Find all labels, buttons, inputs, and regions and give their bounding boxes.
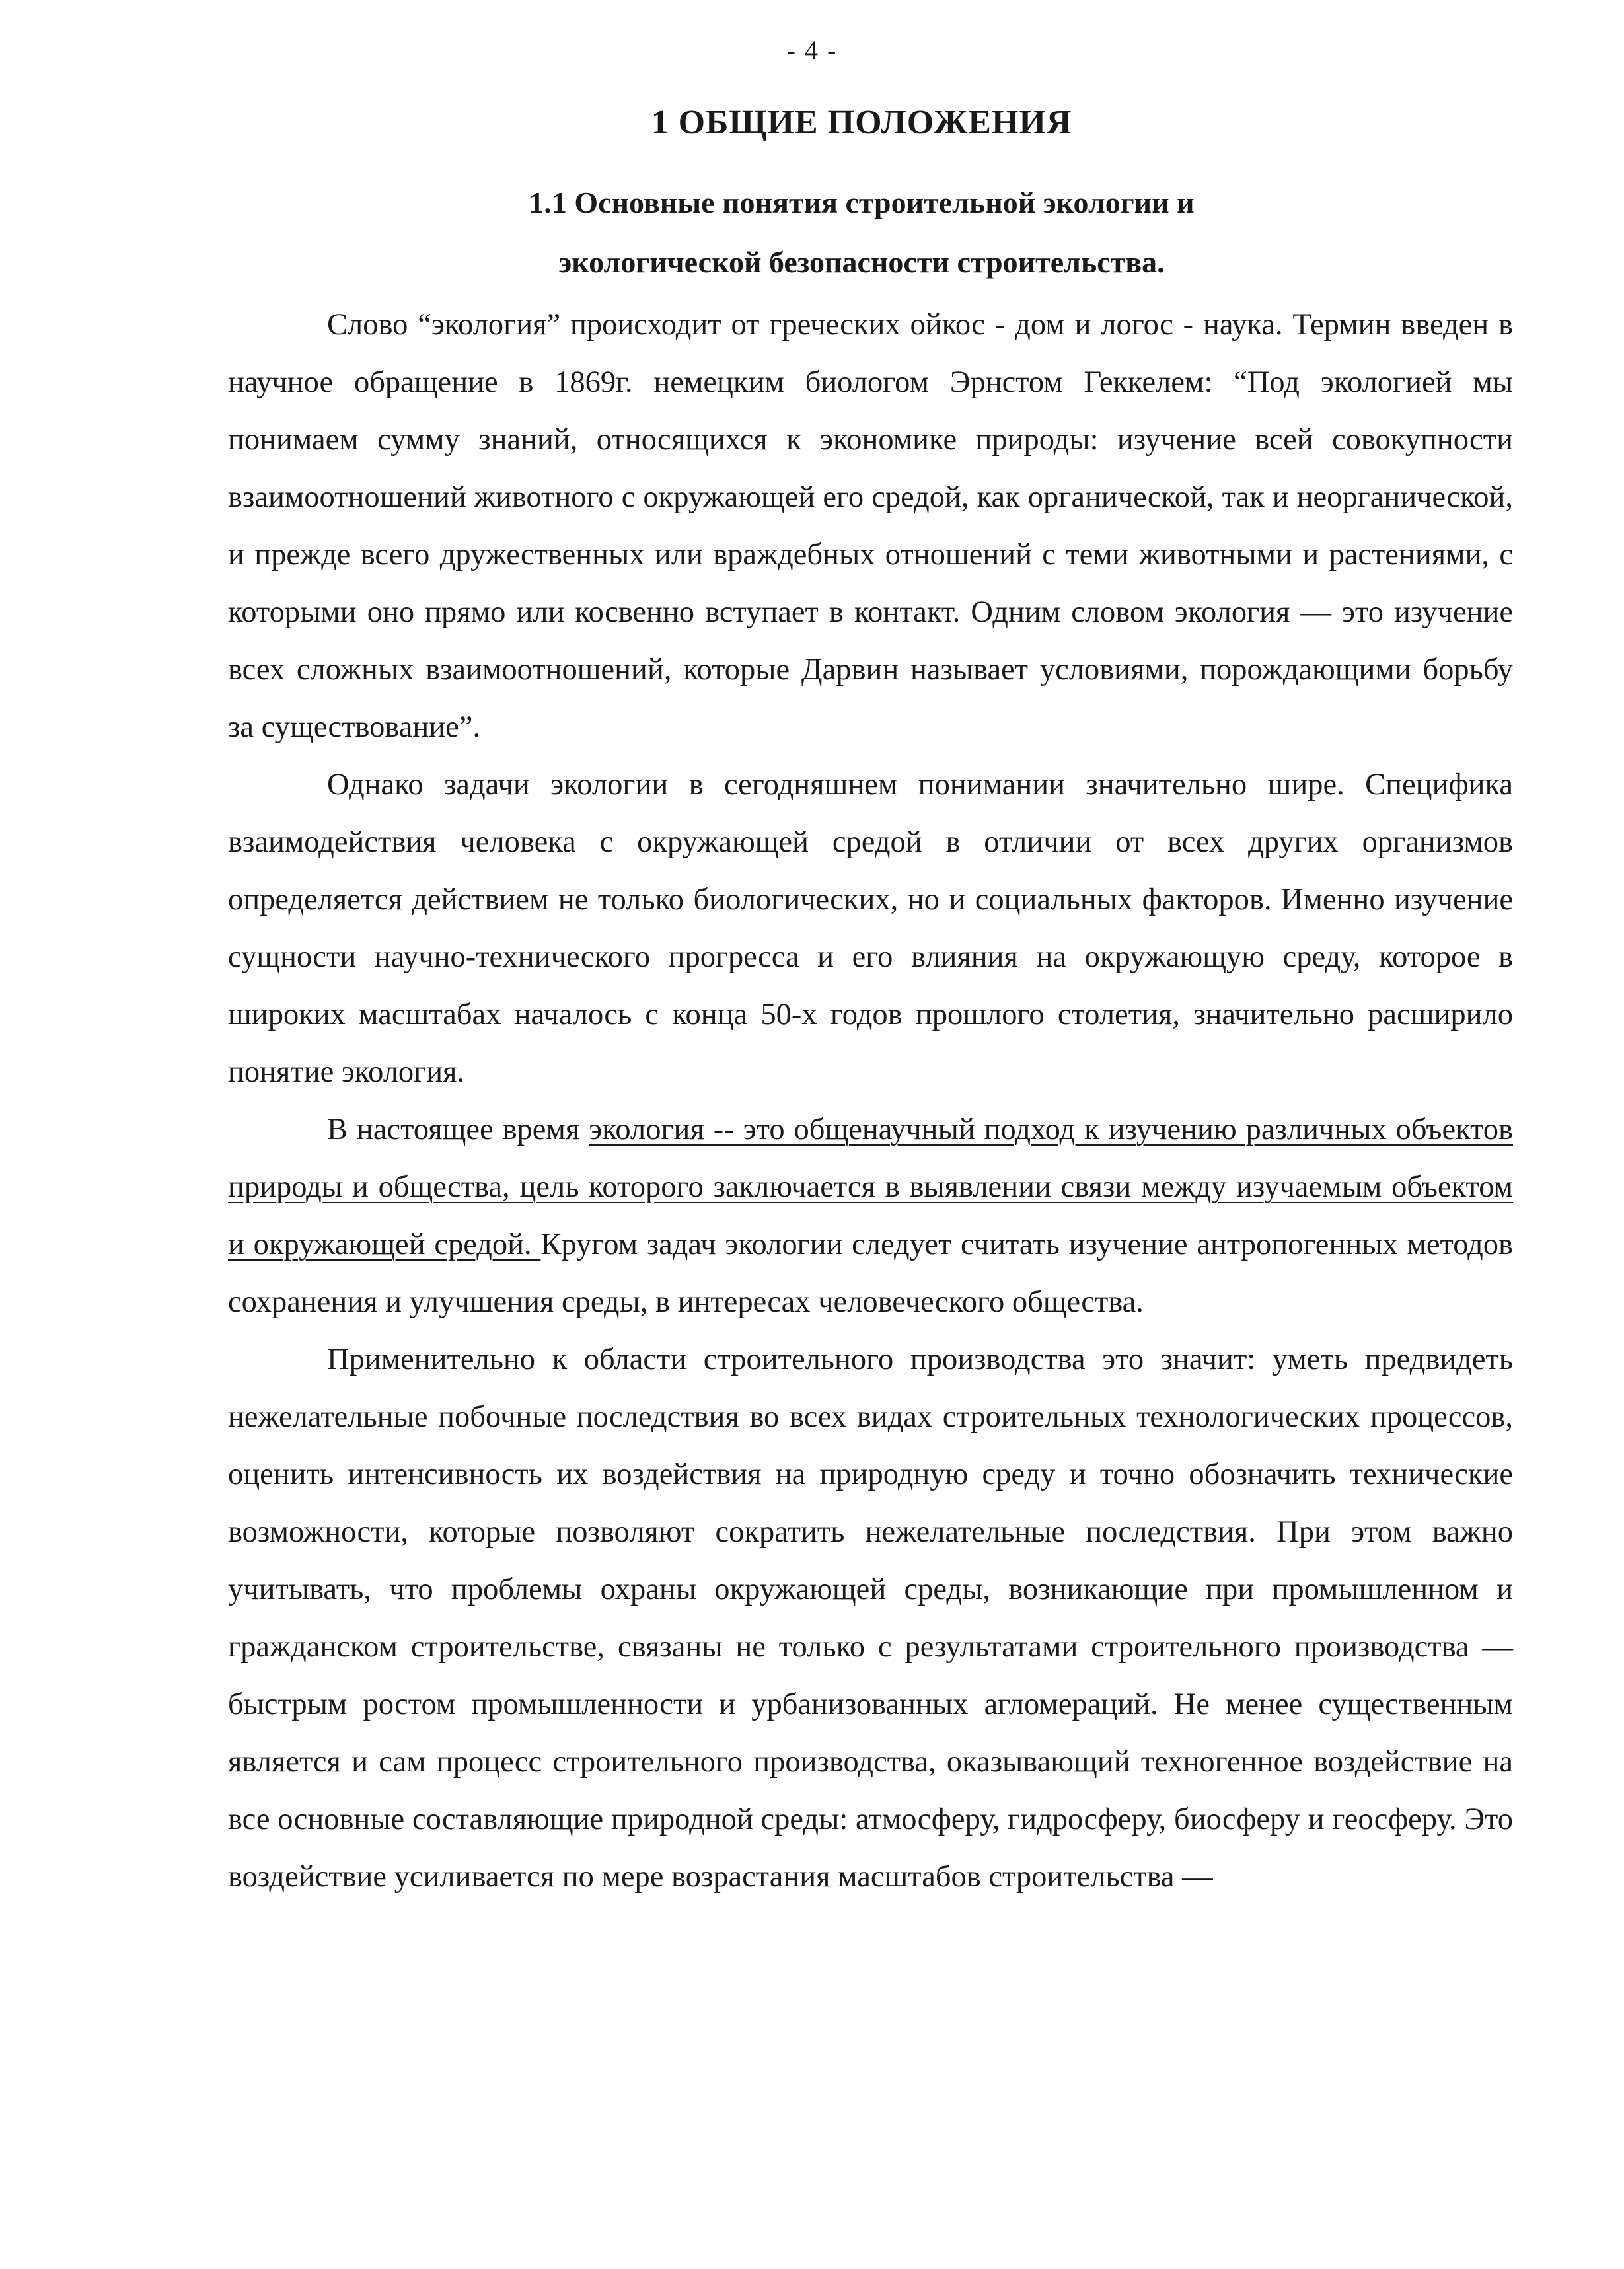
page-number: - 4 - xyxy=(786,35,838,65)
paragraph-modern-ecology xyxy=(228,1101,1513,1331)
section-title-line-1: 1.1 Основные понятия строительной экологии и xyxy=(529,186,1195,219)
paragraph-construction-ecology: Применительно к области строительного производства это значит: уметь предвидеть нежелательные побочные последствия во всех видах строительных технологических процессов, оценить интенсивность их воздействия на природную среду и точно обозначить технические возможности, которые позволяют сократить нежелательные последствия. При этом важно учитывать, что проблемы охраны окружающей среды, возникающие при промышленном и гражданском строительстве, связаны не только с результатами строительного производства — быстрым ростом промышленности и урбанизованных агломераций. Не менее существенным является и сам процесс строительного производства, оказывающий техногенное воздействие на все основные составляющие природной среды: атмосферу, гидросферу, биосферу и геосферу. Это воздействие усиливается по мере возрастания масштабов строительства — xyxy=(228,1343,1513,1894)
paragraph-modern-ecology-lead: В настоящее время xyxy=(327,1113,589,1146)
paragraph-ecology-tasks: Однако задачи экологии в сегодняшнем понимании значительно шире. Специфика взаимодействия человека с окружающей средой в отличии от всех других организмов определяется действием не только биологических, но и социальных факторов. Именно изучение сущности научно-технического прогресса и его влияния на окружающую среду, которое в широких масштабах началось с конца 50-х годов прошлого столетия, значительно расширило понятие экология. xyxy=(228,768,1513,1089)
section-title-line-2: экологической безопасности строительства. xyxy=(558,245,1165,279)
paragraph-modern-ecology-tail: Кругом задач экологии следует считать изучение антропогенных методов сохранения и улучшения среды, в интересах человеческого общества. xyxy=(228,1228,1513,1319)
body-text xyxy=(228,296,1513,1906)
underlined-definition: экология -- это общенаучный подход к изучению различных объектов природы и общества, цель которого заключается в выявлении связи между изучаемым объектом и окружающей средой. xyxy=(228,1113,1513,1261)
paragraph-ecology-definition: Слово “экология” происходит от греческих ойкос - дом и логос - наука. Термин введен в научное обращение в 1869г. немецким биологом Эрнстом Геккелем: “Под экологией мы понимаем сумму знаний, относящихся к экономике природы: изучение всей совокупности взаимоотношений животного с окружающей его средой, как органической, так и неорганической, и прежде всего дружественных или враждебных отношений с теми животными и растениями, с которыми оно прямо или косвенно вступает в контакт. Одним словом экология — это изучение всех сложных взаимоотношений, которые Дарвин называет условиями, порождающими борьбу за существование”. xyxy=(228,308,1513,744)
chapter-title: 1 ОБЩИЕ ПОЛОЖЕНИЯ xyxy=(651,104,1072,141)
